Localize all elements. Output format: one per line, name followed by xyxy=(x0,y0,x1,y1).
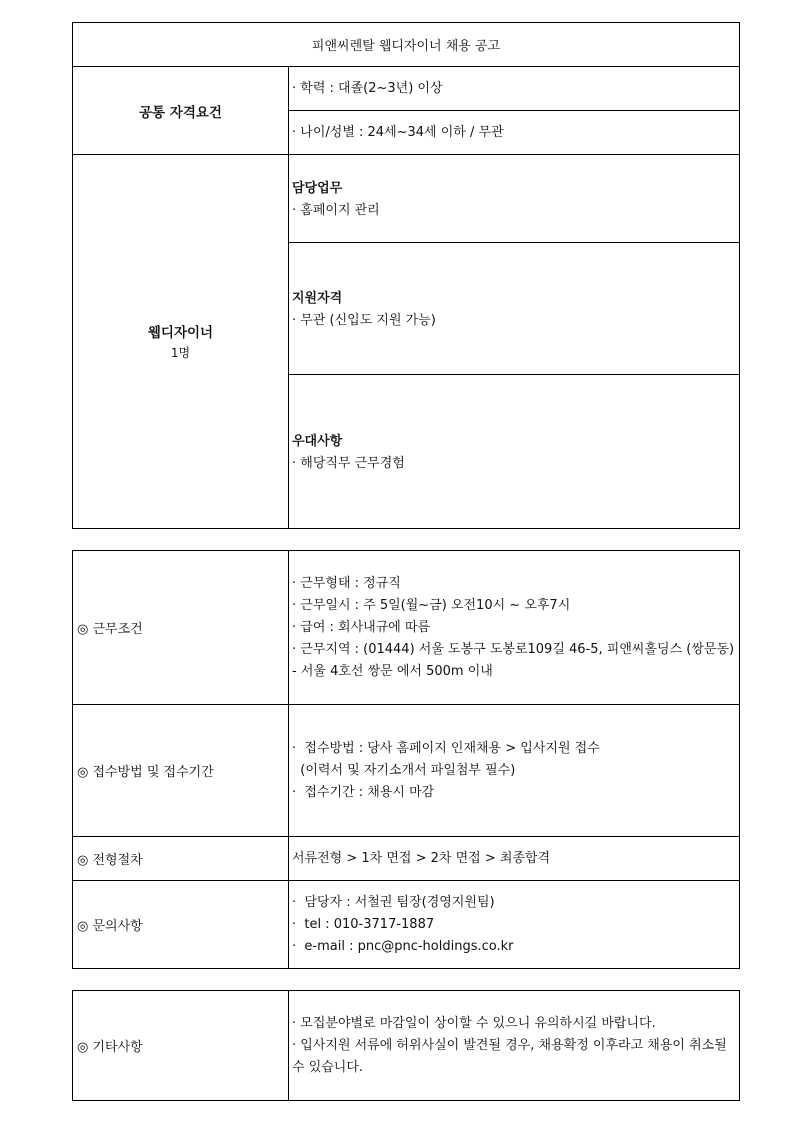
contact-email: · e-mail : pnc@pnc-holdings.co.kr xyxy=(292,938,514,954)
contact-phone: · tel : 010-3717-1887 xyxy=(292,916,435,932)
etc-deadline-note: · 모집분야별로 마감일이 상이할 수 있으니 유의하시길 바랍니다. xyxy=(292,1015,656,1031)
age-gender-requirement xyxy=(289,111,740,155)
qualification-item: · 무관 (신입도 지원 가능) xyxy=(292,312,436,328)
preference-section xyxy=(289,375,740,529)
application-label xyxy=(73,705,289,837)
work-schedule: · 근무일시 : 주 5일(월~금) 오전10시 ~ 오후7시 xyxy=(292,597,571,613)
common-requirements-label-text: 공통 자격요건 xyxy=(139,104,222,121)
position-name: 웹디자이너 xyxy=(147,324,214,341)
selection-process-label-text: ◎ 전형절차 xyxy=(77,853,143,868)
application-method: · 접수방법 : 당사 홈페이지 인재채용 > 입사지원 접수 xyxy=(292,740,600,756)
selection-process-text: 서류전형 > 1차 면접 > 2차 면접 > 최종합격 xyxy=(292,850,551,866)
work-type: · 근무형태 : 정규직 xyxy=(292,575,401,591)
duties-item: · 홈페이지 관리 xyxy=(292,202,380,218)
application-period: · 접수기간 : 채용시 마감 xyxy=(292,784,435,800)
preference-heading: 우대사항 xyxy=(292,433,343,449)
work-conditions-label xyxy=(73,551,289,705)
etc-false-info-note: · 입사지원 서류에 허위사실이 발견될 경우, 채용확정 이후라고 채용이 취소될 수 있습니다. xyxy=(292,1037,727,1075)
etc-content xyxy=(289,991,740,1101)
position-count: 1명 xyxy=(170,345,191,360)
application-content xyxy=(289,705,740,837)
page-title xyxy=(73,23,740,67)
conditions-table xyxy=(72,550,740,969)
etc-label-text: ◎ 기타사항 xyxy=(77,1040,143,1055)
age-gender-requirement-text: · 나이/성별 : 24세~34세 이하 / 무관 xyxy=(292,124,504,140)
preference-item: · 해당직무 근무경험 xyxy=(292,455,405,471)
duties-section xyxy=(289,155,740,243)
contact-label xyxy=(73,881,289,969)
page-title-text: 피앤씨렌탈 웹디자이너 채용 공고 xyxy=(311,39,501,54)
qualification-section xyxy=(289,243,740,375)
selection-process-content xyxy=(289,837,740,881)
contact-person: · 담당자 : 서철권 팀장(경영지원팀) xyxy=(292,894,495,910)
etc-table xyxy=(72,990,740,1101)
application-attachment-note: (이력서 및 자기소개서 파일첨부 필수) xyxy=(292,762,516,778)
qualification-heading: 지원자격 xyxy=(292,290,343,306)
education-requirement xyxy=(289,67,740,111)
duties-heading: 담당업무 xyxy=(292,180,343,196)
work-conditions-content xyxy=(289,551,740,705)
application-label-text: ◎ 접수방법 및 접수기간 xyxy=(77,765,214,780)
work-location: · 근무지역 : (01444) 서울 도봉구 도봉로109길 46-5, 피앤씨홀딩스 (쌍문동) - 서울 4호선 쌍문 에서 500m 이내 xyxy=(292,641,735,679)
work-conditions-label-text: ◎ 근무조건 xyxy=(77,622,143,637)
contact-label-text: ◎ 문의사항 xyxy=(77,919,143,934)
position-cell xyxy=(73,155,289,529)
recruitment-table xyxy=(72,22,740,529)
common-requirements-label xyxy=(73,67,289,155)
selection-process-label xyxy=(73,837,289,881)
education-requirement-text: · 학력 : 대졸(2~3년) 이상 xyxy=(292,80,443,96)
etc-label xyxy=(73,991,289,1101)
salary: · 급여 : 회사내규에 따름 xyxy=(292,619,431,635)
contact-content xyxy=(289,881,740,969)
